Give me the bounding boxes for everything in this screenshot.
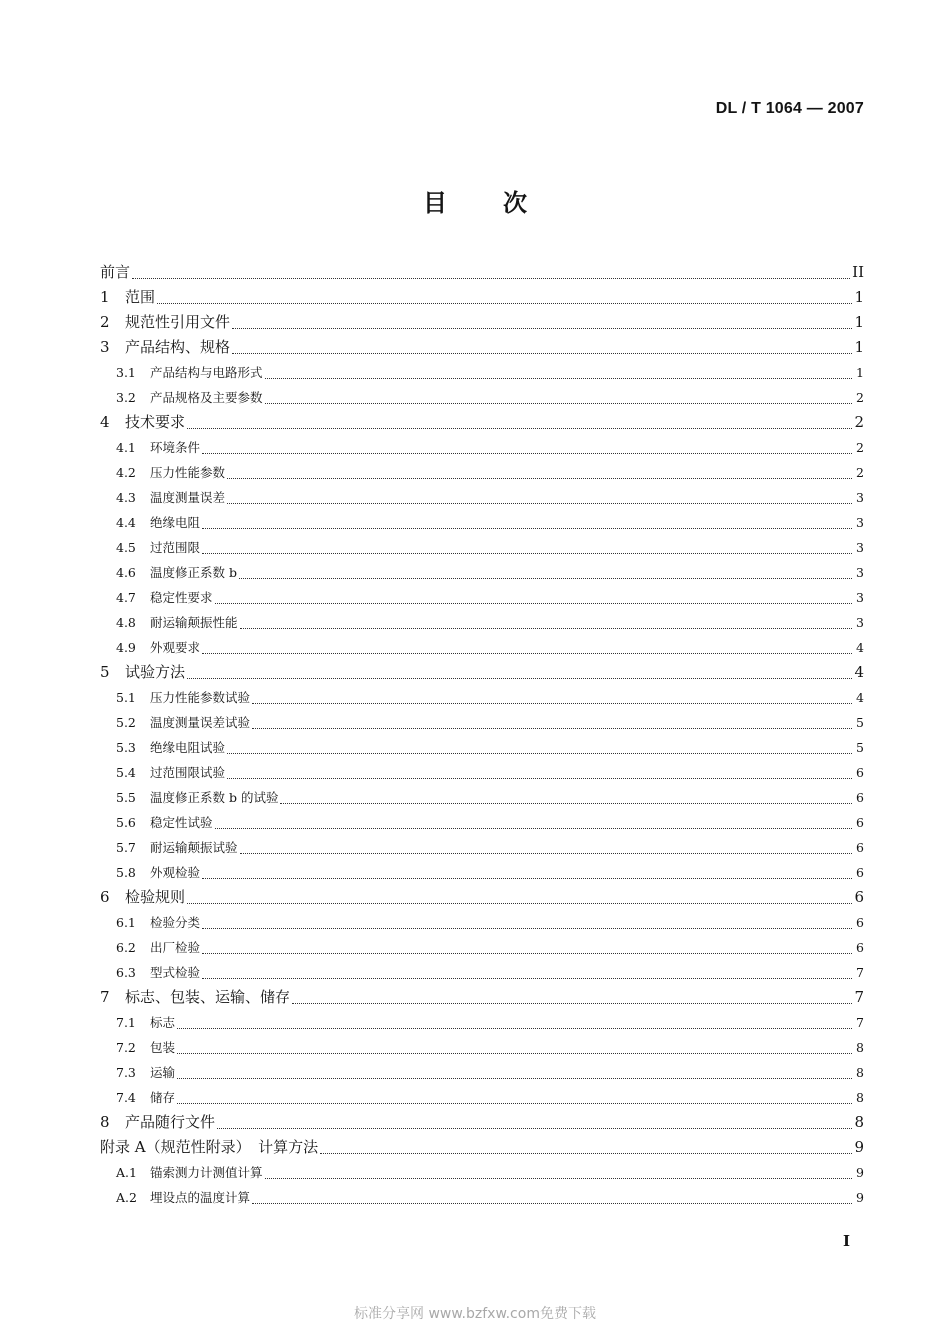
toc-entry[interactable] (100, 835, 864, 860)
dot-leader (157, 302, 852, 304)
toc-entry[interactable] (100, 585, 864, 610)
toc-entry-label: 储存 (150, 1090, 176, 1105)
toc-entry-label: 外观检验 (150, 865, 201, 880)
toc-entry-label: 绝缘电阻试验 (150, 740, 226, 755)
toc-entry-page: 8 (856, 1065, 864, 1080)
toc-entry-page: 6 (856, 815, 864, 830)
toc-entry-label: 附录 A（规范性附录） 计算方法 (100, 1138, 319, 1156)
dot-leader (177, 1077, 852, 1079)
toc-entry-label: 过范围限试验 (150, 765, 226, 780)
toc-entry-page: 2 (856, 465, 864, 480)
toc-entry-number: 4.7 (116, 590, 136, 605)
dot-leader (202, 952, 852, 954)
toc-entry-number: 8 (100, 1113, 110, 1131)
toc-entry[interactable] (100, 385, 864, 410)
toc-entry-label: 耐运输颠振试验 (150, 840, 238, 855)
toc-entry-page: II (852, 263, 864, 281)
dot-leader (292, 1002, 852, 1004)
toc-entry-label: 温度测量误差 (150, 490, 226, 505)
toc-entry-number: 4.4 (116, 515, 136, 530)
dot-leader (177, 1027, 852, 1029)
toc-entry-page: 6 (856, 790, 864, 805)
toc-entry[interactable] (100, 1035, 864, 1060)
dot-leader (227, 502, 852, 504)
toc-entry-page: 4 (856, 640, 864, 655)
toc-entry-number: 5.1 (116, 690, 136, 705)
toc-entry-number: 7 (100, 988, 110, 1006)
toc-entry-number: 6.2 (116, 940, 136, 955)
dot-leader (187, 677, 852, 679)
toc-entry[interactable] (100, 735, 864, 760)
dot-leader (177, 1102, 852, 1104)
toc-entry[interactable] (100, 1010, 864, 1035)
toc-entry[interactable] (100, 1085, 864, 1110)
toc-entry-page: 1 (854, 338, 864, 356)
toc-entry-label: 产品结构与电路形式 (150, 365, 263, 380)
dot-leader (252, 702, 852, 704)
toc-entry-page: 6 (856, 840, 864, 855)
toc-entry-page: 2 (856, 440, 864, 455)
toc-entry-page: 8 (854, 1113, 864, 1131)
dot-leader (280, 802, 852, 804)
toc-entry[interactable] (100, 885, 864, 910)
toc-entry-page: 7 (856, 965, 864, 980)
toc-entry-label: 标志 (150, 1015, 176, 1030)
toc-entry-page: 3 (856, 515, 864, 530)
toc-entry-page: 8 (856, 1090, 864, 1105)
toc-entry[interactable] (100, 360, 864, 385)
toc-entry-label: 前言 (100, 263, 131, 281)
toc-entry-page: 6 (854, 888, 864, 906)
toc-entry[interactable] (100, 960, 864, 985)
dot-leader (232, 327, 852, 329)
toc-entry-number: 5.4 (116, 765, 136, 780)
page-number: I (842, 1232, 850, 1250)
toc-entry-page: 2 (854, 413, 864, 431)
toc-entry-number: 4.6 (116, 565, 136, 580)
toc-entry-label: 检验分类 (150, 915, 201, 930)
toc-entry-number: 1 (100, 288, 110, 306)
dot-leader (265, 402, 852, 404)
toc-entry[interactable] (100, 510, 864, 535)
toc-entry-number: A.2 (116, 1190, 137, 1205)
toc-entry-number: 5.7 (116, 840, 136, 855)
toc-entry[interactable] (100, 710, 864, 735)
toc-entry[interactable] (100, 1135, 864, 1160)
toc-entry-label: 压力性能参数试验 (150, 690, 251, 705)
toc-entry-number: 5.6 (116, 815, 136, 830)
toc-entry[interactable] (100, 985, 864, 1010)
dot-leader (202, 877, 852, 879)
toc-entry-label: 产品结构、规格 (125, 338, 231, 356)
toc-entry-label: 耐运输颠振性能 (150, 615, 238, 630)
toc-entry-label: 规范性引用文件 (125, 313, 231, 331)
toc-entry-label: 产品规格及主要参数 (150, 390, 263, 405)
toc-entry-page: 6 (856, 940, 864, 955)
toc-entry-number: 5.5 (116, 790, 136, 805)
toc-entry-number: 4.9 (116, 640, 136, 655)
toc-entry[interactable] (100, 485, 864, 510)
dot-leader (232, 352, 852, 354)
dot-leader (240, 852, 852, 854)
dot-leader (217, 1127, 852, 1129)
toc-entry[interactable] (100, 1110, 864, 1135)
toc-entry[interactable] (100, 310, 864, 335)
toc-entry-label: 过范围限 (150, 540, 201, 555)
toc-entry-page: 2 (856, 390, 864, 405)
dot-leader (215, 602, 852, 604)
standard-code: DL / T 1064 — 2007 (715, 100, 864, 117)
toc-entry-number: 6.3 (116, 965, 136, 980)
dot-leader (265, 377, 852, 379)
dot-leader (265, 1177, 852, 1179)
dot-leader (132, 277, 850, 279)
toc-entry[interactable] (100, 560, 864, 585)
toc-entry-label: 标志、包装、运输、储存 (125, 988, 291, 1006)
toc-entry-page: 6 (856, 765, 864, 780)
dot-leader (202, 927, 852, 929)
toc-entry[interactable] (100, 910, 864, 935)
toc-entry-number: 6.1 (116, 915, 136, 930)
toc-entry-label: 温度修正系数 b (150, 565, 237, 580)
toc-entry-number: 5 (100, 663, 110, 681)
dot-leader (239, 577, 852, 579)
toc-entry-number: 3.2 (116, 390, 136, 405)
toc-entry[interactable] (100, 260, 864, 285)
toc-entry-number: 5.3 (116, 740, 136, 755)
dot-leader (202, 527, 852, 529)
toc-entry-label: 试验方法 (125, 663, 186, 681)
toc-entry[interactable] (100, 410, 864, 435)
toc-entry[interactable] (100, 1160, 864, 1185)
toc-entry-label: 埋设点的温度计算 (150, 1190, 251, 1205)
toc-entry[interactable] (100, 1060, 864, 1085)
toc-entry-label: 型式检验 (150, 965, 201, 980)
dot-leader (252, 1202, 852, 1204)
dot-leader (202, 452, 852, 454)
toc-entry[interactable] (100, 535, 864, 560)
toc-entry-number: 2 (100, 313, 110, 331)
watermark: 标准分享网 www.bzfxw.com免费下载 (354, 1306, 596, 1322)
toc-entry-number: 4.2 (116, 465, 136, 480)
toc-entry-page: 6 (856, 865, 864, 880)
toc-entry-page: 3 (856, 590, 864, 605)
toc-entry[interactable] (100, 685, 864, 710)
dot-leader (202, 652, 852, 654)
toc-entry-label: 技术要求 (125, 413, 186, 431)
toc-entry-page: 5 (856, 715, 864, 730)
toc-entry-label: 绝缘电阻 (150, 515, 201, 530)
toc-entry-label: 范围 (125, 288, 156, 306)
toc-entry[interactable] (100, 860, 864, 885)
toc-entry-number: 7.2 (116, 1040, 136, 1055)
toc-entry-number: 4.8 (116, 615, 136, 630)
toc-entry[interactable] (100, 285, 864, 310)
toc-entry-page: 1 (854, 313, 864, 331)
dot-leader (240, 627, 852, 629)
toc-entry-number: 4.3 (116, 490, 136, 505)
toc-entry-page: 3 (856, 615, 864, 630)
toc-entry[interactable] (100, 610, 864, 635)
toc-entry[interactable] (100, 660, 864, 685)
toc-entry-label: 环境条件 (150, 440, 201, 455)
toc-entry-number: 5.8 (116, 865, 136, 880)
toc-entry-number: 7.4 (116, 1090, 136, 1105)
toc-entry[interactable] (100, 635, 864, 660)
toc-entry-number: 4.1 (116, 440, 136, 455)
toc-entry-page: 6 (856, 915, 864, 930)
toc-entry-page: 1 (856, 365, 864, 380)
toc-entry-label: 检验规则 (125, 888, 186, 906)
toc-entry-label: 出厂检验 (150, 940, 201, 955)
toc-entry-page: 7 (854, 988, 864, 1006)
toc-entry-page: 3 (856, 540, 864, 555)
toc-entry-page: 7 (856, 1015, 864, 1030)
dot-leader (320, 1152, 852, 1154)
dot-leader (252, 727, 852, 729)
toc-entry[interactable] (100, 460, 864, 485)
dot-leader (187, 902, 852, 904)
toc-entry-label: 外观要求 (150, 640, 201, 655)
toc-entry[interactable] (100, 335, 864, 360)
dot-leader (227, 777, 852, 779)
toc-entry-page: 9 (856, 1165, 864, 1180)
toc-entry-label: 包装 (150, 1040, 176, 1055)
toc-entry-label: 稳定性试验 (150, 815, 213, 830)
toc-title-char-2: 次 (503, 189, 527, 217)
dot-leader (177, 1052, 852, 1054)
dot-leader (227, 752, 852, 754)
toc-entry-page: 5 (856, 740, 864, 755)
toc-title (0, 183, 950, 218)
toc-entry[interactable] (100, 435, 864, 460)
toc-entry[interactable] (100, 760, 864, 785)
toc-entry-label: 温度测量误差试验 (150, 715, 251, 730)
toc-entry-page: 3 (856, 490, 864, 505)
toc-entry[interactable] (100, 810, 864, 835)
dot-leader (202, 552, 852, 554)
toc-entry-page: 9 (856, 1190, 864, 1205)
toc-entry-number: 7.1 (116, 1015, 136, 1030)
toc-entry-number: 4 (100, 413, 110, 431)
dot-leader (227, 477, 852, 479)
toc-list (100, 260, 864, 1210)
toc-entry-number: 6 (100, 888, 110, 906)
toc-title-char-1: 目 (423, 189, 447, 217)
toc-entry-label: 产品随行文件 (125, 1113, 216, 1131)
toc-entry-number: 3.1 (116, 365, 136, 380)
toc-entry-page: 9 (854, 1138, 864, 1156)
dot-leader (187, 427, 852, 429)
toc-entry-number: A.1 (116, 1165, 137, 1180)
toc-entry-page: 1 (854, 288, 864, 306)
dot-leader (215, 827, 852, 829)
toc-entry-number: 4.5 (116, 540, 136, 555)
toc-entry[interactable] (100, 785, 864, 810)
toc-entry[interactable] (100, 1185, 864, 1210)
toc-entry-page: 3 (856, 565, 864, 580)
toc-entry-number: 5.2 (116, 715, 136, 730)
toc-entry-label: 温度修正系数 b 的试验 (150, 790, 279, 805)
toc-entry-page: 8 (856, 1040, 864, 1055)
toc-entry-label: 运输 (150, 1065, 176, 1080)
toc-entry-label: 压力性能参数 (150, 465, 226, 480)
toc-entry-label: 锚索测力计测值计算 (150, 1165, 263, 1180)
toc-entry-label: 稳定性要求 (150, 590, 213, 605)
dot-leader (202, 977, 852, 979)
toc-entry-page: 4 (856, 690, 864, 705)
toc-entry-page: 4 (854, 663, 864, 681)
toc-entry-number: 7.3 (116, 1065, 136, 1080)
toc-entry-number: 3 (100, 338, 110, 356)
toc-entry[interactable] (100, 935, 864, 960)
